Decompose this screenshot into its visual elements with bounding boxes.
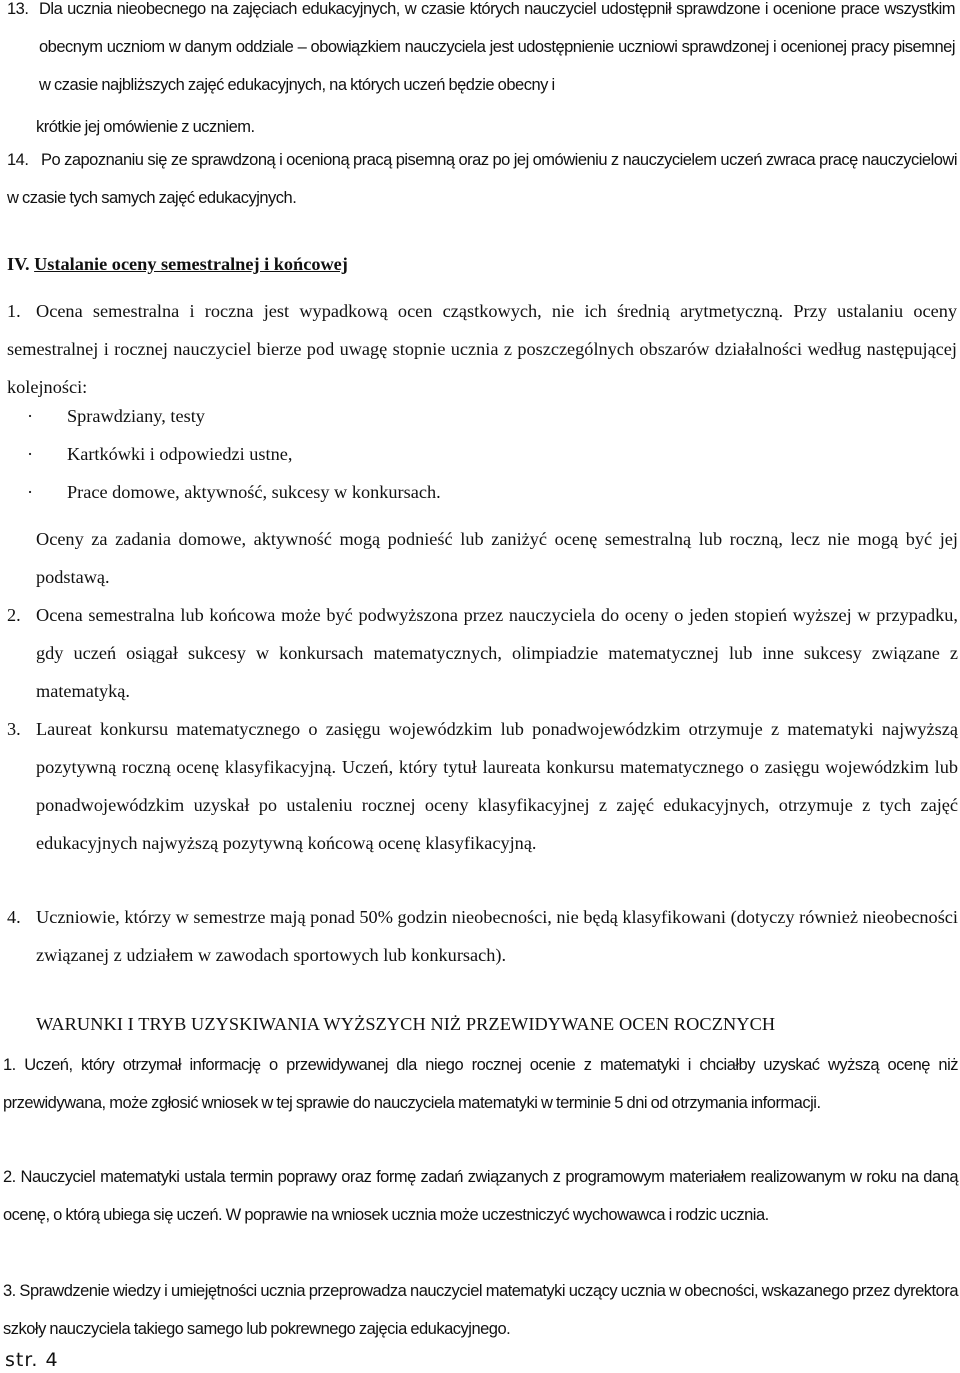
warunki-point-3: 3. Sprawdzenie wiedzy i umiejętności ucznia przeprowadza nauczyciel matematyki uczący ucznia w obecności, wskazanego przez dyrektora szkoły nauczyciela takiego samego lub pokrewnego zajęcia edukacyjnego. xyxy=(3,1282,958,1338)
section-iv-point-4 xyxy=(7,898,958,974)
section-iv-number: IV. xyxy=(7,254,30,274)
bullet-text: Sprawdziany, testy xyxy=(67,406,205,426)
item-13-number: 13. xyxy=(7,0,29,18)
paragraph-item-13 xyxy=(7,0,955,104)
point-4-number: 4. xyxy=(7,907,21,927)
item-14-number: 14. xyxy=(7,151,29,169)
point-2-text: Ocena semestralna lub końcowa może być podwyższona przez nauczyciela do oceny o jeden stopień wyższej w przypadku, gdy uczeń osiągał sukcesy w konkursach matematycznych, olimpiadzie matematycznej lub inne sukcesy związane z matematyką. xyxy=(36,605,958,701)
bullet-text: Kartkówki i odpowiedzi ustne, xyxy=(67,444,293,464)
point-3-text: Laureat konkursu matematycznego o zasięgu wojewódzkim lub ponadwojewódzkim otrzymuje z matematyki najwyższą pozytywną roczną ocenę klasyfikacyjną. Uczeń, który tytuł laureata konkursu matematycznego o zasięgu wojewódzkim lub ponadwojewódzkim uzyskał po ustaleniu rocznej oceny klasyfikacyjnej z zajęć edukacyjnych, otrzymuje z tych zajęć edukacyjnych najwyższą pozytywną końcową ocenę klasyfikacyjną. xyxy=(36,719,958,853)
point-1-text: Ocena semestralna i roczna jest wypadkową ocen cząstkowych, nie ich średnią arytmetyczną. Przy ustalaniu oceny semestralnej i rocznej nauczyciel bierze pod uwagę stopnie ucznia z poszczególnych obszarów działalności według następującej kolejności: xyxy=(7,301,957,397)
section-iv-point-2 xyxy=(7,596,958,710)
section-iv-heading xyxy=(7,254,348,275)
item-13-text-end: krótkie jej omówienie z uczniem. xyxy=(36,118,255,136)
paragraph-item-14 xyxy=(7,141,957,217)
grades-note: Oceny za zadania domowe, aktywność mogą podnieść lub zaniżyć ocenę semestralną lub roczną, lecz nie mogą być jej podstawą. xyxy=(36,529,958,587)
section-iv-title: Ustalanie oceny semestralnej i końcowej xyxy=(34,254,348,274)
warunki-point-2: 2. Nauczyciel matematyki ustala termin poprawy oraz formę zadań związanych z programowym materiałem realizowanym w roku na daną ocenę, o którą ubiega się uczeń. W poprawie na wniosek ucznia może uczestniczyć wychowawca i rodzic ucznia. xyxy=(3,1168,958,1224)
point-2-number: 2. xyxy=(7,605,21,625)
warunki-heading: WARUNKI I TRYB UZYSKIWANIA WYŻSZYCH NIŻ PRZEWIDYWANE OCEN ROCZNYCH xyxy=(36,1014,776,1034)
point-1-number: 1. xyxy=(7,301,21,321)
bullet-dot: · xyxy=(27,444,34,464)
warunki-point-1: 1. Uczeń, który otrzymał informację o przewidywanej dla niego rocznej ocenie z matematyki i chciałby uzyskać wyższą ocenę niż przewidywana, może zgłosić wniosek w tej sprawie do nauczyciela matematyki w terminie 5 dni od otrzymania informacji. xyxy=(3,1056,958,1112)
item-14-text: Po zapoznaniu się ze sprawdzoną i ocenioną pracą pisemną oraz po jej omówieniu z nauczycielem uczeń zwraca pracę nauczycielowi w czasie tych samych zajęć edukacyjnych. xyxy=(7,151,957,207)
bullet-text: Prace domowe, aktywność, sukcesy w konkursach. xyxy=(67,482,441,502)
section-iv-point-1 xyxy=(7,292,957,406)
bullet-dot: · xyxy=(27,482,34,502)
item-13-text: Dla ucznia nieobecnego na zajęciach edukacyjnych, w czasie których nauczyciel udostępnił sprawdzone i ocenione prace wszystkim obecnym uczniom w danym oddziale – obowiązkiem nauczyciela jest udostępnienie uczniowi sprawdzonej i ocenionej pracy pisemnej w czasie najbliższych zajęć edukacyjnych, na których uczeń będzie obecny i xyxy=(39,0,955,94)
point-4-text: Uczniowie, którzy w semestrze mają ponad 50% godzin nieobecności, nie będą klasyfikowani (dotyczy również nieobecności związanej z udziałem w zawodach sportowych lub konkursach). xyxy=(36,907,958,965)
point-3-number: 3. xyxy=(7,719,21,739)
page-number: str. 4 xyxy=(5,1349,59,1371)
bullet-dot: · xyxy=(27,406,34,426)
section-iv-point-3 xyxy=(7,710,958,862)
